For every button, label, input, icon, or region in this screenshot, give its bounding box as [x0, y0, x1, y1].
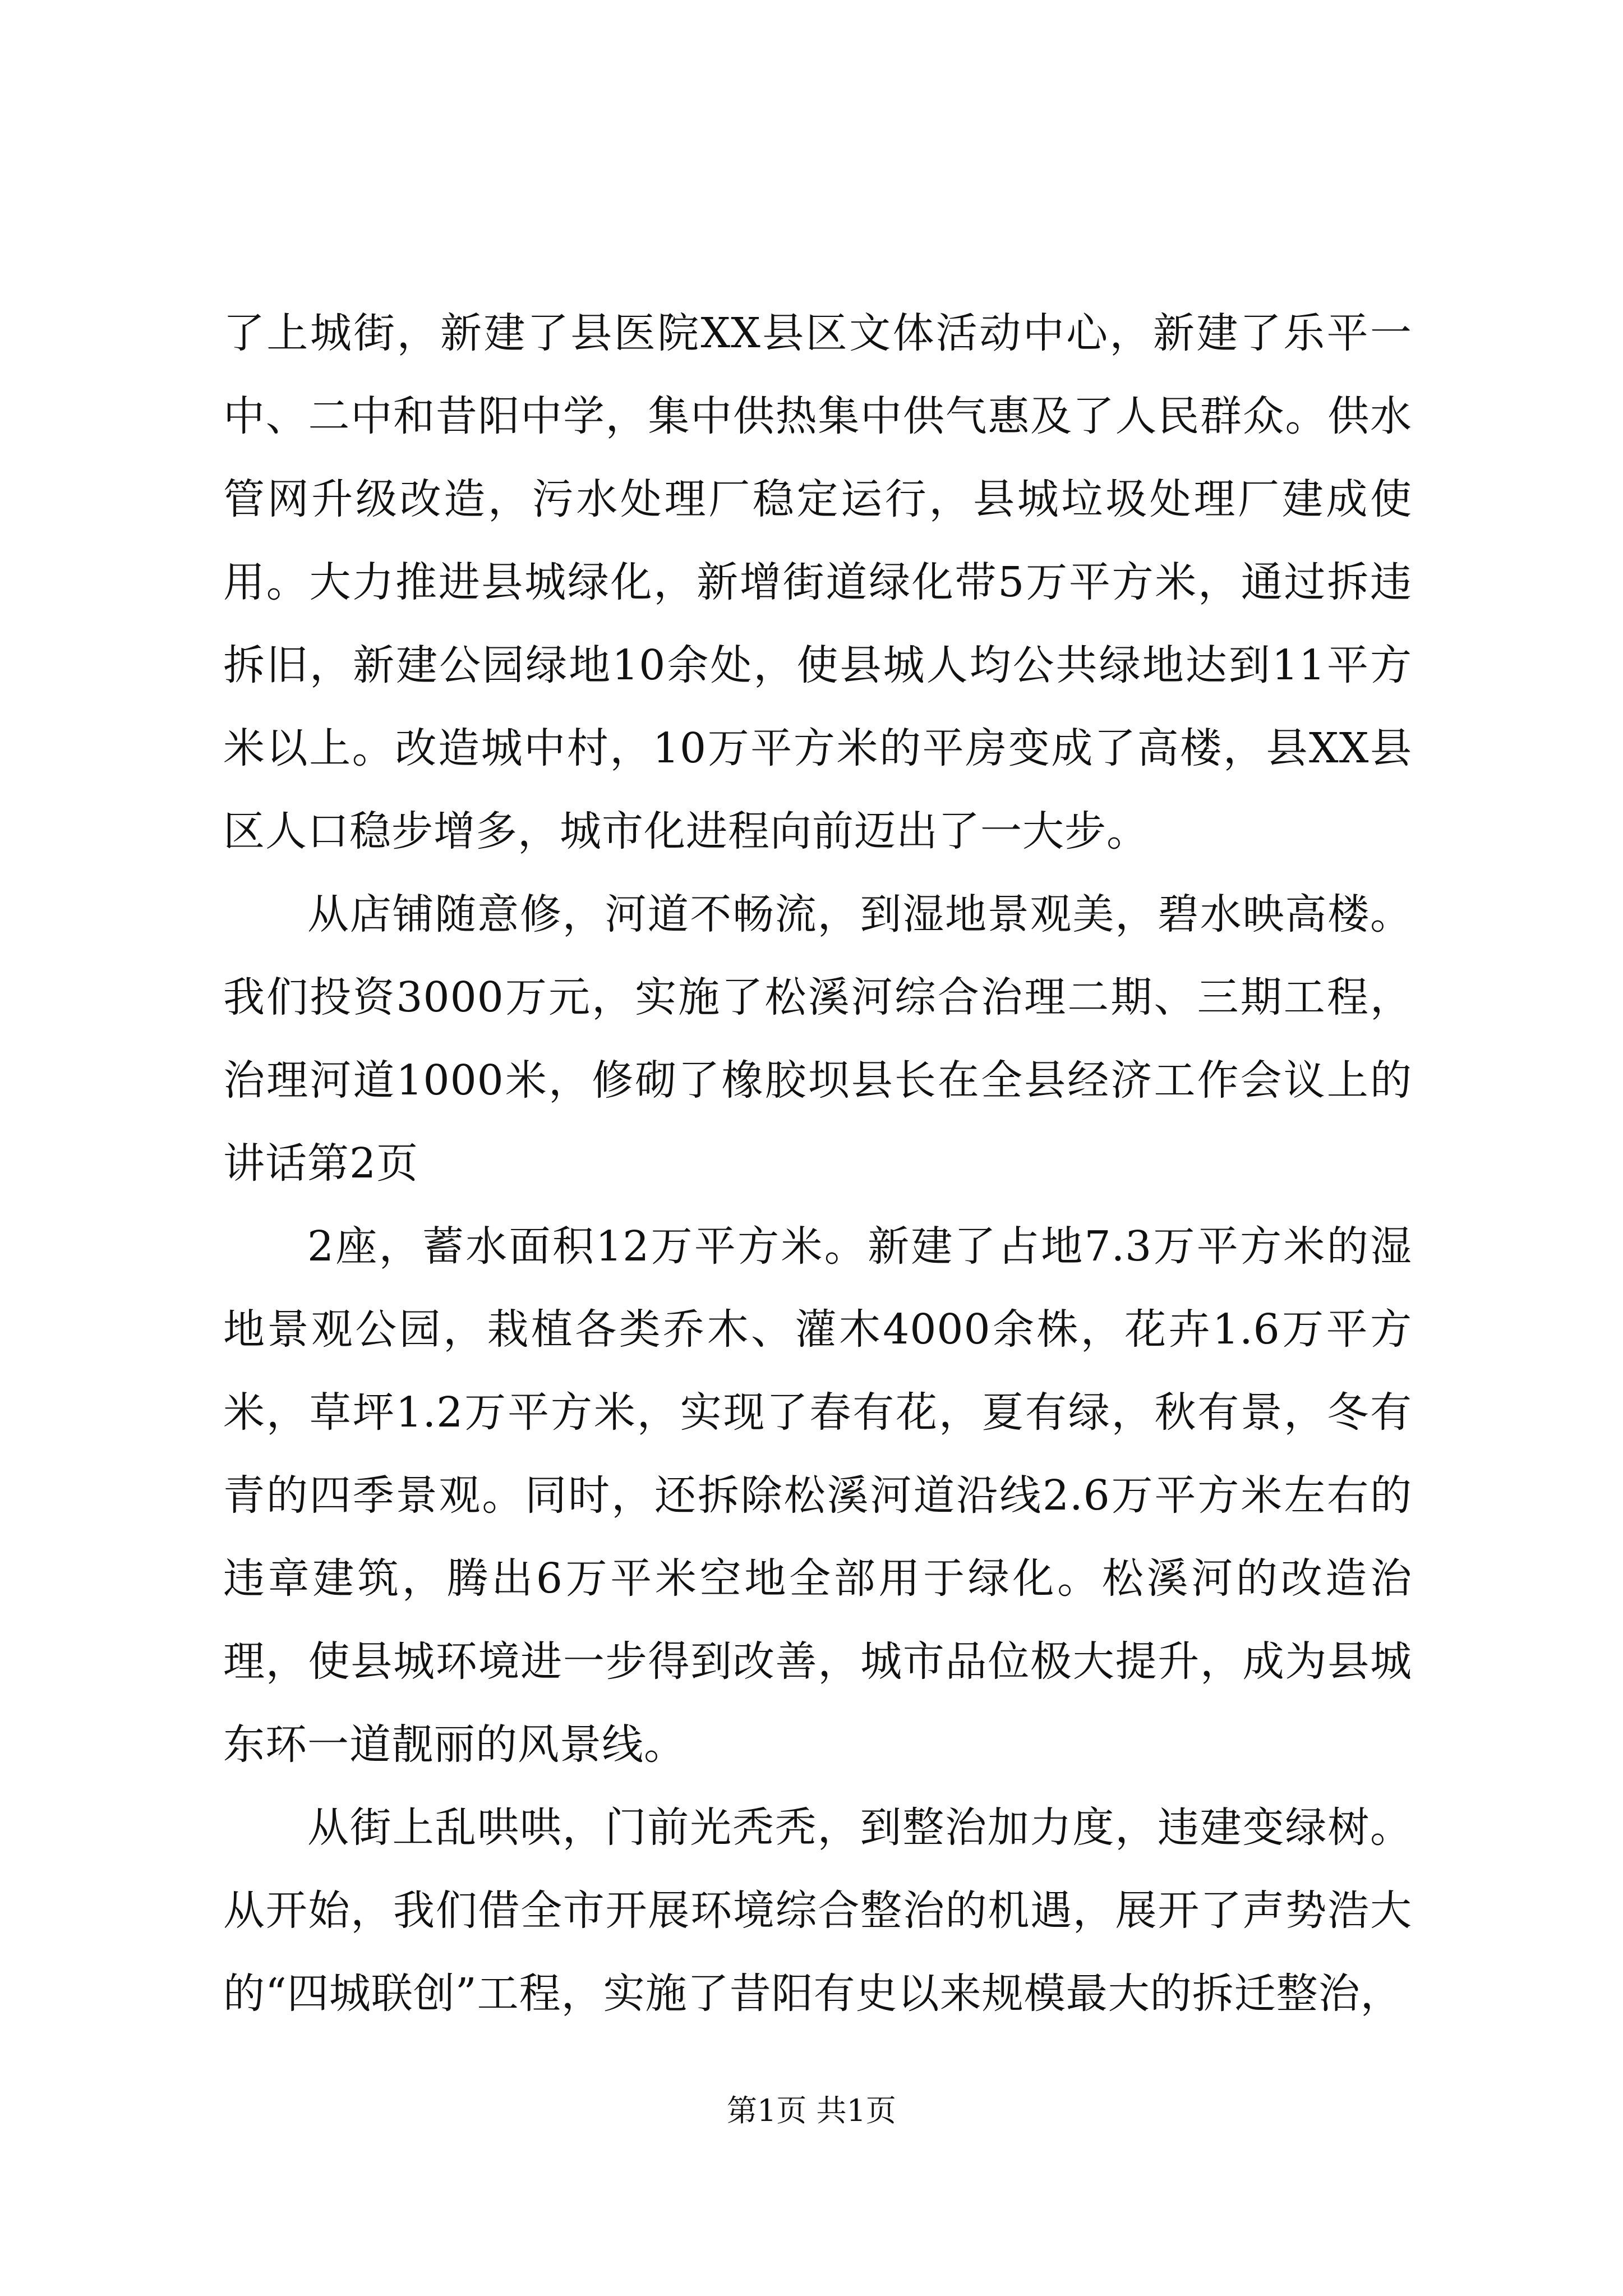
paragraph-2: 从店铺随意修，河道不畅流，到湿地景观美，碧水映高楼。我们投资3000万元，实施了松溪河综合治理二期、三期工程，治理河道1000米，修砌了橡胶坝县长在全县经济工作会议上的讲话第2页: [223, 890, 1412, 1188]
document-body: [223, 292, 1412, 2035]
paragraph-1: 了上城街，新建了县医院XX县区文体活动中心，新建了乐平一中、二中和昔阳中学，集中供热集中供气惠及了人民群众。供水管网升级改造，污水处理厂稳定运行，县城垃圾处理厂建成使用。大力推进县城绿化，新增街道绿化带5万平方米，通过拆违拆旧，新建公园绿地10余处，使县城人均公共绿地达到11平方米以上。改造城中村，10万平方米的平房变成了高楼，县XX县区人口稳步增多，城市化进程向前迈出了一大步。: [223, 309, 1412, 855]
paragraph-4: 从街上乱哄哄，门前光秃秃，到整治加力度，违建变绿树。从开始，我们借全市开展环境综合整治的机遇，展开了声势浩大的“四城联创”工程，实施了昔阳有史以来规模最大的拆迁整治，: [223, 1803, 1412, 2018]
page-footer: 第1页 共1页: [727, 2093, 896, 2128]
paragraph-3: 2座，蓄水面积12万平方米。新建了占地7.3万平方米的湿地景观公园，栽植各类乔木、灌木4000余株，花卉1.6万平方米，草坪1.2万平方米，实现了春有花，夏有绿，秋有景，冬有青的四季景观。同时，还拆除松溪河道沿线2.6万平方米左右的违章建筑，腾出6万平米空地全部用于绿化。松溪河的改造治理，使县城环境进一步得到改善，城市品位极大提升，成为县城东环一道靓丽的风景线。: [223, 1222, 1412, 1769]
